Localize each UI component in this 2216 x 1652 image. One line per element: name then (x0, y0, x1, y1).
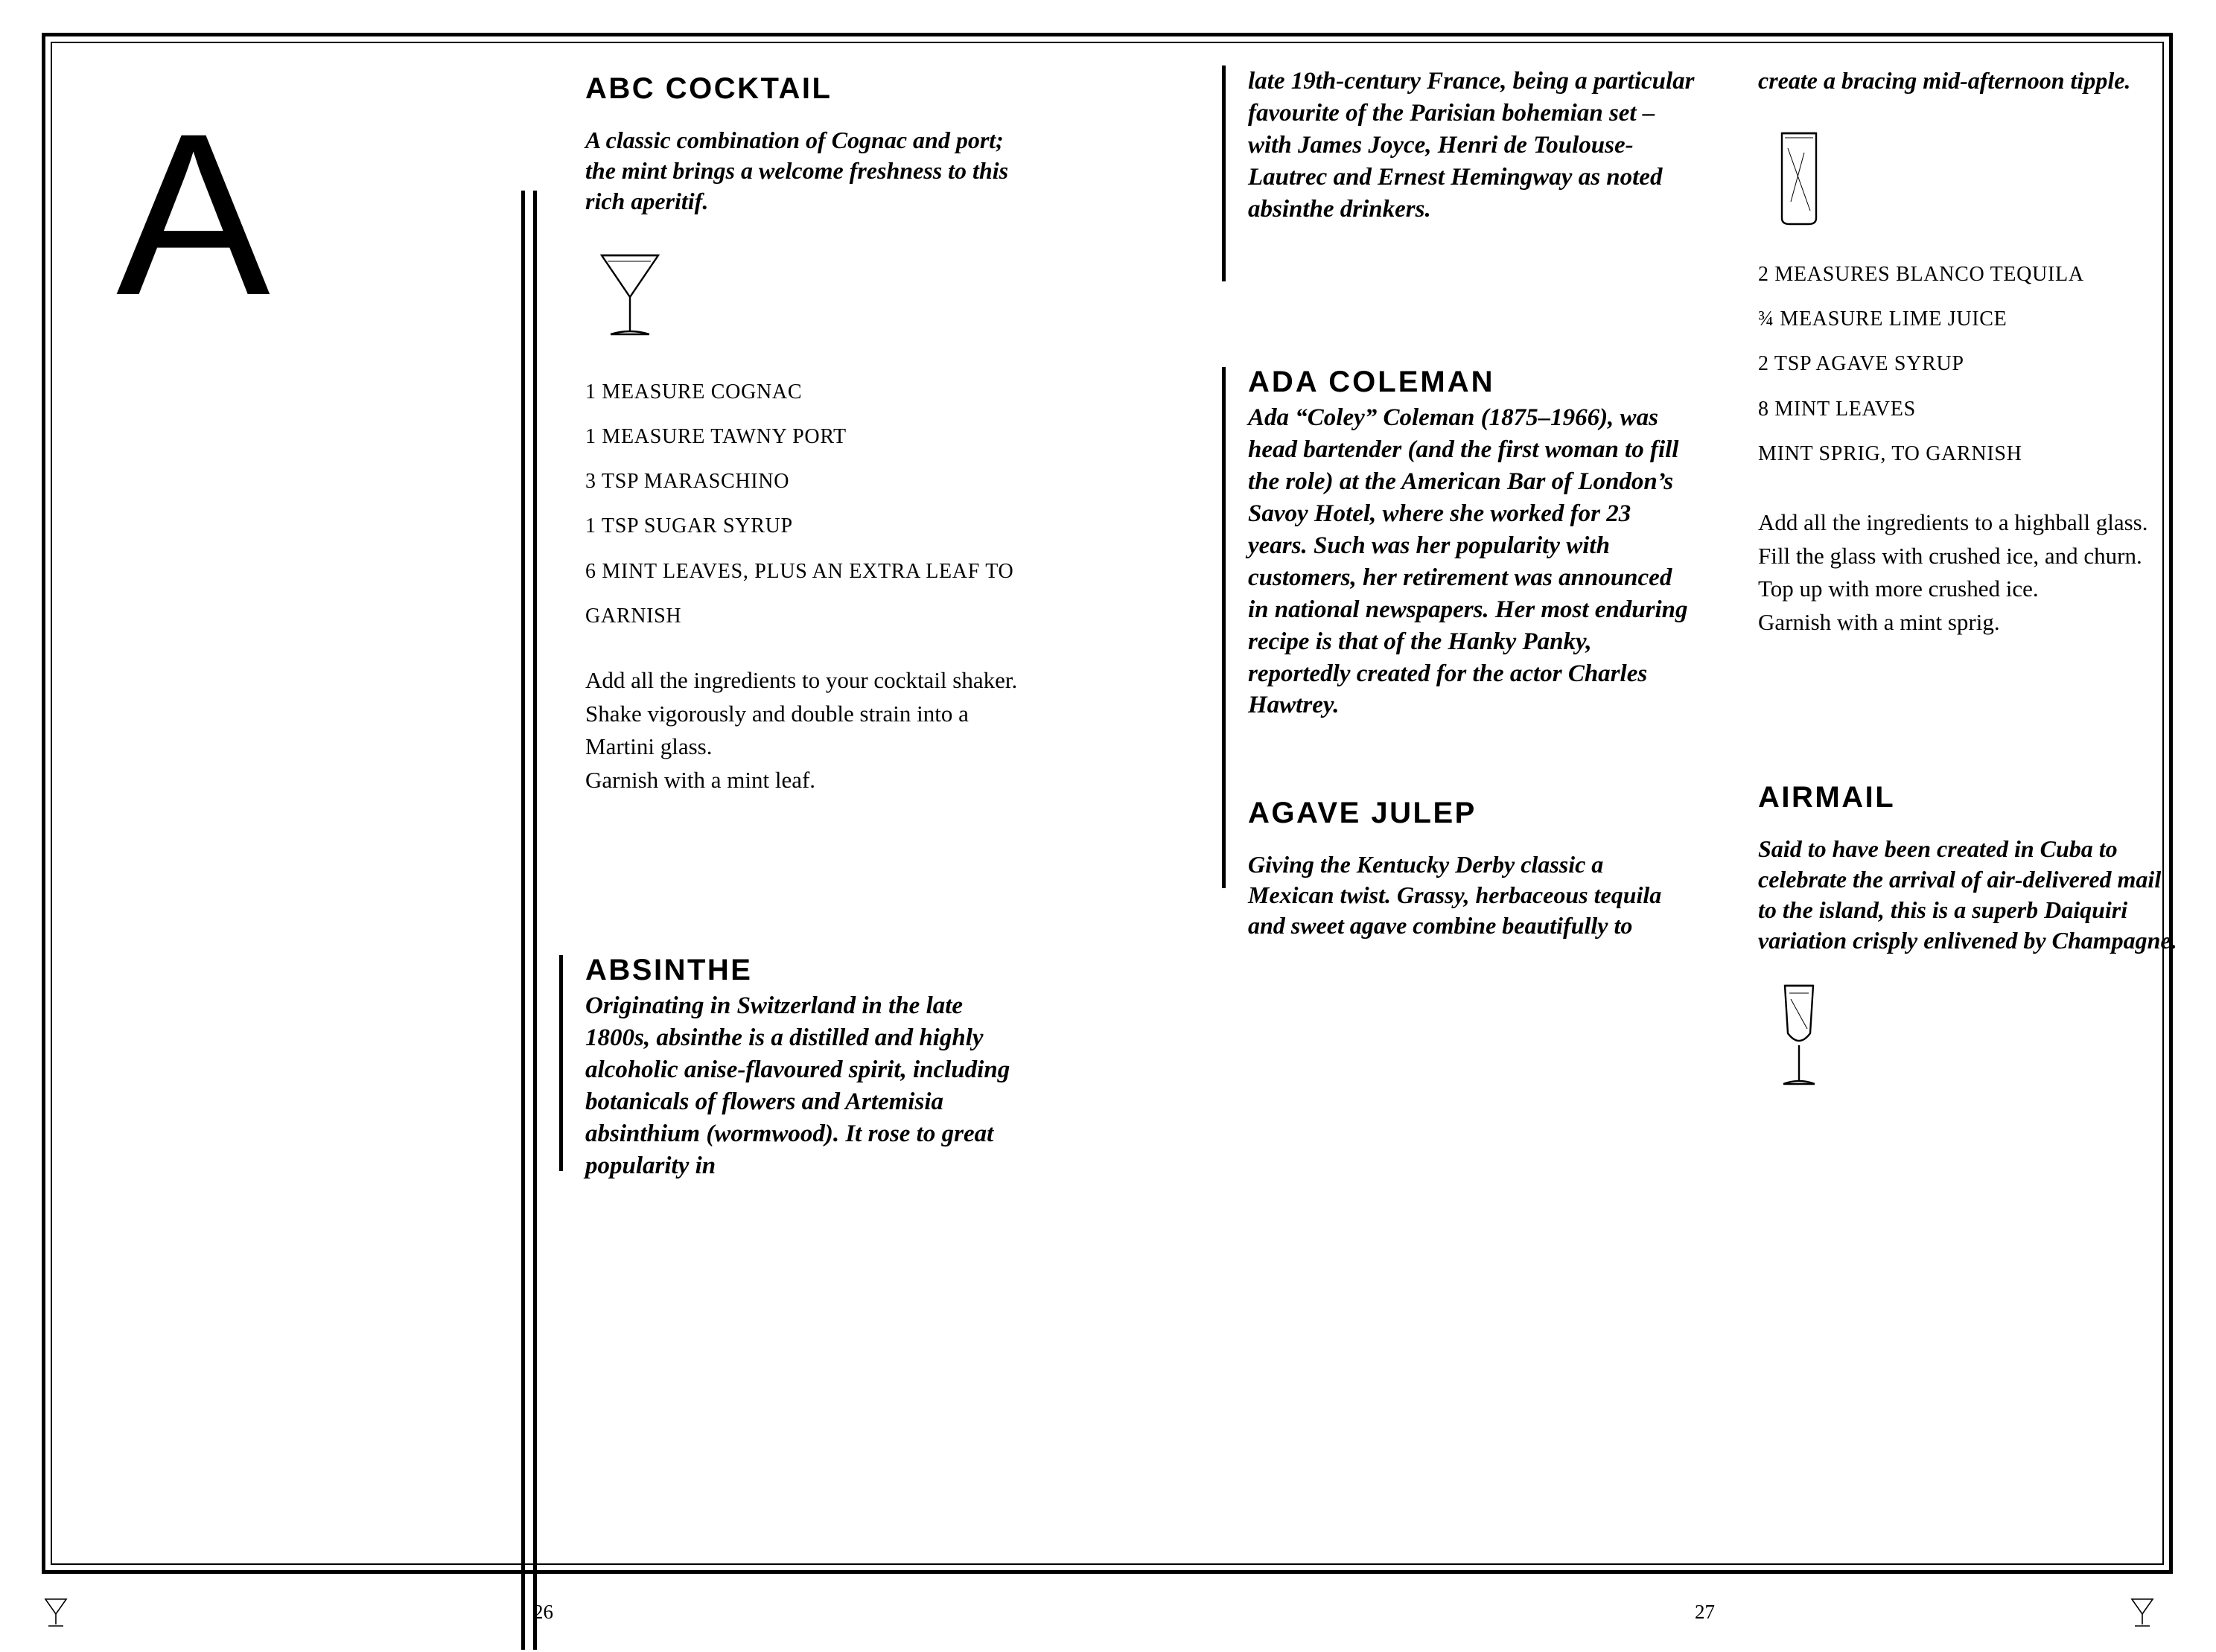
martini-glass-icon (585, 236, 1032, 348)
recipe-title-agave-julep: AGAVE JULEP (1248, 797, 1477, 830)
method-step: Shake vigorously and double strain into a Martini glass. (585, 700, 969, 760)
column-two (1248, 68, 1695, 941)
section-rule-outer (521, 191, 525, 1650)
corner-glass-icon-right (2127, 1595, 2158, 1633)
ingredient-item: 2 TSP AGAVE SYRUP (1758, 352, 1964, 376)
method-step: Add all the ingredients to your cocktail shaker. (585, 666, 1018, 693)
ingredient-item: 1 TSP SUGAR SYRUP (585, 514, 793, 538)
method-step: Add all the ingredients to a highball glass. (1758, 508, 2148, 535)
recipe-title-airmail: AIRMAIL (1758, 781, 1896, 814)
ingredient-item: 6 MINT LEAVES, PLUS AN EXTRA LEAF TO GARNISH (585, 559, 1014, 628)
method-agave-julep (1758, 506, 2182, 640)
method-step: Fill the glass with crushed ice, and churn. (1758, 542, 2142, 569)
method-step: Top up with more crushed ice. (1758, 575, 2039, 602)
recipe-title-absinthe: ABSINTHE (585, 954, 753, 987)
ingredient-list-abc-cocktail (585, 370, 1032, 639)
recipe-blurb-agave-julep-cont: create a bracing mid-afternoon tipple. (1758, 67, 2131, 94)
column-one (585, 71, 1032, 1182)
recipe-title-abc-cocktail: ABC COCKTAIL (585, 72, 832, 105)
highball-glass-icon (1758, 123, 2182, 235)
entry-agave-julep-continued (1758, 66, 2182, 639)
method-step: Garnish with a mint leaf. (585, 766, 816, 793)
ingredient-item: MINT SPRIG, TO GARNISH (1758, 441, 2022, 465)
section-drop-letter: A (116, 85, 266, 343)
corner-glass-icon-left (40, 1595, 71, 1633)
entry-side-rule (1222, 367, 1226, 888)
page-content (71, 67, 2177, 1546)
recipe-blurb-airmail: Said to have been created in Cuba to celebrate the arrival of air-delivered mail to the island, this is a superb Daiquiri variation crisply enlivened by Champagne. (1758, 835, 2177, 954)
champagne-flute-icon (1758, 977, 2182, 1088)
recipe-blurb-abc-cocktail: A classic combination of Cognac and port; the mint brings a welcome freshness to this rich aperitif. (585, 127, 1009, 214)
method-abc-cocktail (585, 664, 1032, 797)
entry-side-rule (559, 955, 563, 1171)
entry-body-absinthe-cont: late 19th-century France, being a particular favourite of the Parisian bohemian set – with James Joyce, Henri de Toulouse-Lautrec and Ernest Hemingway as noted absinthe drinkers. (1248, 68, 1695, 223)
column-three (1758, 67, 2182, 1088)
entry-agave-julep (1248, 796, 1695, 941)
method-step: Garnish with a mint sprig. (1758, 608, 2000, 635)
ingredient-item: 2 MEASURES BLANCO TEQUILA (1758, 262, 2084, 286)
ingredient-item: 8 MINT LEAVES (1758, 397, 1916, 421)
recipe-blurb-agave-julep: Giving the Kentucky Derby classic a Mexican twist. Grassy, herbaceous tequila and sweet agave combine beautifully to (1248, 851, 1662, 940)
entry-body-ada-coleman: Ada “Coley” Coleman (1875–1966), was head bartender (and the first woman to fill the role) at the American Bar of London’s Savoy Hotel, where she worked for 23 years. Such was her popularity with customers, her retirement was announced in national newspapers. Her most enduring recipe is that of the Hanky Panky, reportedly created for the actor Charles Hawtrey. (1248, 404, 1688, 719)
ingredient-item: 3 TSP MARASCHINO (585, 470, 790, 494)
entry-side-rule (1222, 66, 1226, 281)
entry-body-absinthe: Originating in Switzerland in the late 1800s, absinthe is a distilled and highly alcoholic anise-flavoured spirit, including botanicals of flowers and Artemisia absinthium (wormwood). It rose to great popularity in (585, 992, 1010, 1179)
entry-airmail (1758, 780, 2182, 1088)
ingredient-item: 1 MEASURE TAWNY PORT (585, 425, 847, 449)
entry-abc-cocktail (585, 71, 1032, 797)
section-rule-inner (533, 191, 537, 1650)
ingredient-list-agave-julep (1758, 252, 2182, 476)
entry-absinthe (585, 953, 1032, 1181)
ingredient-item: ¾ MEASURE LIME JUICE (1758, 307, 2008, 331)
ingredient-item: 1 MEASURE COGNAC (585, 380, 803, 404)
entry-absinthe-continued (1248, 66, 1695, 225)
entry-ada-coleman (1248, 365, 1695, 721)
page-number-right: 27 (1695, 1601, 1715, 1623)
page-number-left: 26 (533, 1601, 553, 1623)
recipe-title-ada-coleman: ADA COLEMAN (1248, 366, 1495, 399)
